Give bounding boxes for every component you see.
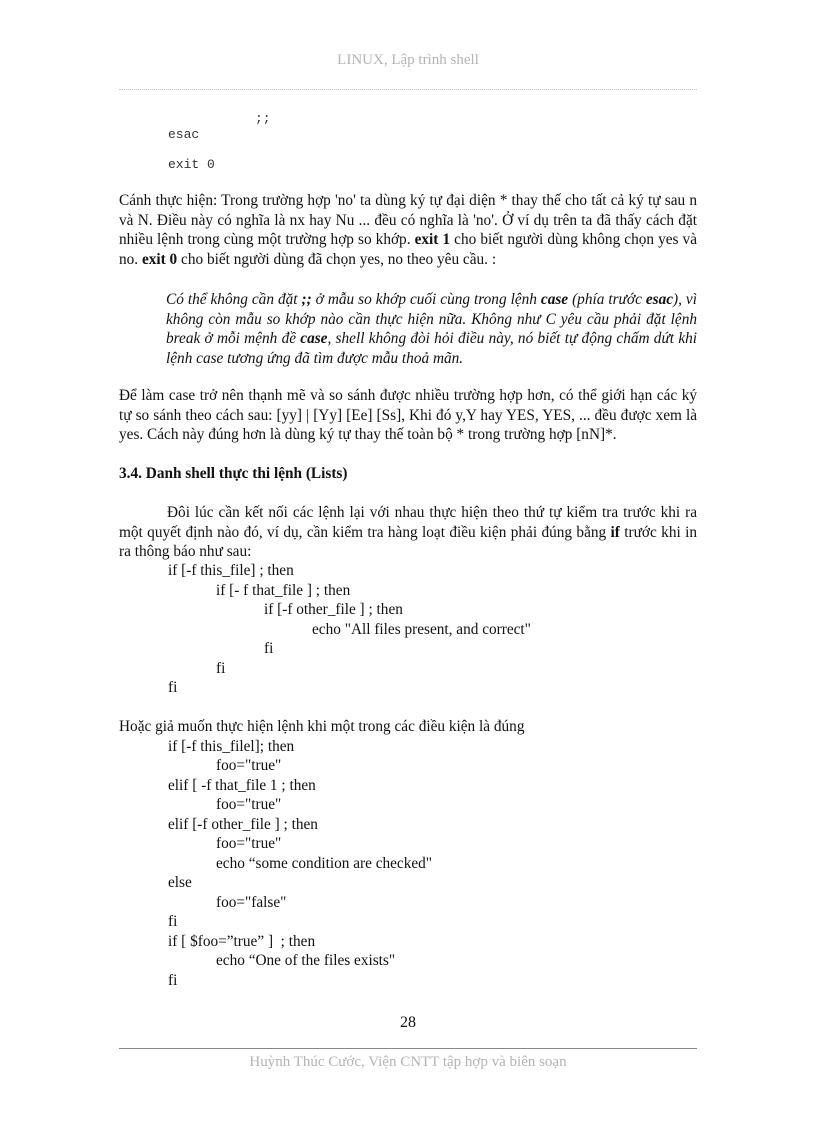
code-line: if [ $foo=”true” ] ; then [168, 933, 316, 950]
body-paragraph: Để làm case trở nên thạnh mẽ và so sánh được nhiều trường hợp hơn, có thể giới hạn các ký tự so sánh theo cách sau: [yy] | [Yy] [Ee] [Ss], Khi đó y,Y hay YES, YES, ... đều được xem là yes. Cách này đúng hơn là dùng ký tự thay thế toàn bộ * trong trường hợp [nN]*. [119, 387, 697, 443]
code-line: elif [-f other_file ] ; then [168, 816, 318, 833]
body-paragraph: Cánh thực hiện: Trong trường hợp 'no' ta dùng ký tự đại diện * thay thế cho tất cả ký tự sau n và N. Điều này có nghĩa là nx hay Nu ... đều có nghĩa là 'no'. Ở ví dụ trên ta đã thấy cách đặt nhiều lệnh trong cùng một trường hợp so khớp. exit 1 cho biết người dùng không chọn yes và no. exit 0 cho biết người dùng đã chọn yes, no theo yêu cầu. : [119, 192, 697, 268]
page-number: 28 [400, 1014, 416, 1031]
code-line: else [168, 874, 192, 891]
code-line: if [- f that_file ] ; then [216, 582, 351, 599]
code-line: ;; [255, 111, 271, 126]
code-line: echo "All files present, and correct" [312, 621, 531, 638]
section-heading: 3.4. Danh shell thực thi lệnh (Lists) [119, 465, 348, 482]
note-paragraph: Có thể không cần đặt ;; ở mẫu so khớp cuối cùng trong lệnh case (phía trước esac), vì không còn mẫu so khớp nào cần thực hiện nữa. Không như C yêu cầu phải đặt lệnh break ở mỗi mệnh đề case, shell không đòi hỏi điều này, nó biết tự động chấm dứt khi lệnh case tương ứng đã tìm được mẫu thoả mãn. [166, 291, 698, 367]
code-line: elif [ -f that_file 1 ; then [168, 777, 316, 794]
code-line: foo="true" [216, 835, 282, 852]
code-line: exit 0 [168, 157, 215, 172]
code-line: fi [168, 913, 178, 930]
page-header: LINUX, Lập trình shell [337, 52, 479, 68]
code-line: esac [168, 127, 200, 142]
header-divider [119, 89, 697, 90]
body-paragraph: Đôi lúc cần kết nối các lệnh lại với nhau thực hiện theo thứ tự kiểm tra trước khi ra một quyết định nào đó, ví dụ, cần kiểm tra hàng loạt điều kiện phải đúng bằng if trước khi in ra thông báo như sau: [119, 504, 697, 560]
page-footer: Huỳnh Thúc Cước, Viện CNTT tập hợp và biên soạn [249, 1054, 567, 1070]
code-line: echo “One of the files exists" [216, 952, 396, 969]
code-line: foo="false" [216, 894, 287, 911]
code-line: fi [168, 972, 178, 989]
code-line: if [-f other_file ] ; then [264, 601, 403, 618]
footer-divider [119, 1048, 697, 1049]
code-line: echo “some condition are checked" [216, 855, 433, 872]
code-line: foo="true" [216, 796, 282, 813]
body-paragraph: Hoặc giả muốn thực hiện lệnh khi một trong các điều kiện là đúng [119, 718, 525, 735]
code-line: foo="true" [216, 757, 282, 774]
code-line: if [-f this_file] ; then [168, 562, 294, 579]
code-line: fi [216, 660, 226, 677]
code-line: if [-f this_filel]; then [168, 738, 295, 755]
code-line: fi [168, 679, 178, 696]
code-line: fi [264, 640, 274, 657]
